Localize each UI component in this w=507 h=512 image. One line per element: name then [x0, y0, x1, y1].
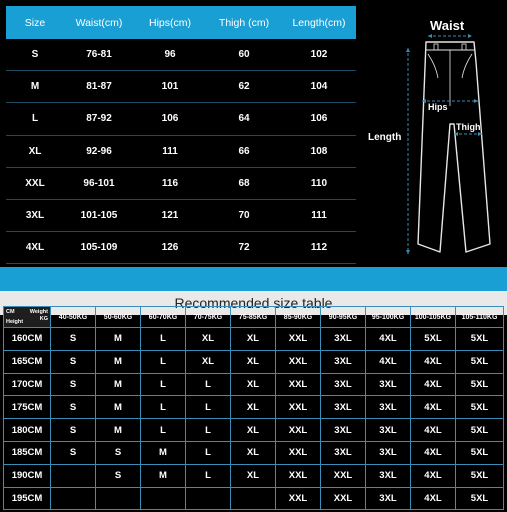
height-row [4, 328, 504, 351]
waist-label: Waist [430, 18, 465, 33]
size-cell-waist: 87-92 [86, 113, 112, 125]
size-cell: XXL [276, 328, 321, 351]
weight-header-cell: 100-105KG [411, 307, 456, 328]
height-cell: 165CM [4, 350, 51, 373]
size-cell: L [141, 328, 186, 351]
height-row [4, 441, 504, 464]
size-cell-size: XXL [25, 177, 45, 189]
size-cell-thigh: 72 [238, 242, 250, 254]
size-cell-waist: 81-87 [86, 81, 112, 93]
size-cell: S [51, 350, 96, 373]
size-cell: 5XL [456, 464, 504, 487]
corner-kg: KG [39, 316, 48, 322]
size-cell: XL [186, 328, 231, 351]
size-cell-length: 110 [310, 177, 328, 189]
size-cell: 5XL [456, 487, 504, 510]
size-cell-hips: 96 [164, 49, 176, 61]
size-cell-waist: 76-81 [86, 49, 112, 61]
size-cell: 4XL [411, 487, 456, 510]
size-cell: XXL [276, 419, 321, 442]
size-cell-length: 104 [310, 81, 328, 93]
size-cell: L [141, 419, 186, 442]
size-cell: S [51, 328, 96, 351]
size-cell: L [186, 441, 231, 464]
size-cell: XL [231, 328, 276, 351]
height-row [4, 396, 504, 419]
corner-cm: CM [6, 309, 15, 315]
header-waist: Waist(cm) [75, 16, 123, 29]
header-thigh: Thigh (cm) [218, 16, 270, 29]
size-cell: L [186, 396, 231, 419]
size-cell [141, 487, 186, 510]
size-cell-hips: 126 [161, 242, 179, 254]
weight-header-row [4, 307, 504, 328]
recommended-title: Recommended size table [0, 291, 507, 315]
size-cell: 5XL [456, 396, 504, 419]
header-length: Length(cm) [292, 16, 346, 29]
size-cell: 4XL [366, 350, 411, 373]
size-cell: 4XL [366, 328, 411, 351]
header-size: Size [24, 16, 46, 29]
size-cell: 3XL [366, 441, 411, 464]
size-cell: L [186, 464, 231, 487]
height-cell: 170CM [4, 373, 51, 396]
size-cell: S [51, 419, 96, 442]
size-cell [51, 464, 96, 487]
blue-banner [0, 267, 507, 291]
weight-header-cell: 40-50KG [51, 307, 96, 328]
size-cell [186, 487, 231, 510]
size-cell: 4XL [411, 350, 456, 373]
size-cell-size: XL [28, 145, 42, 157]
size-cell: L [186, 419, 231, 442]
corner-weight: Weight [29, 309, 48, 315]
size-chart-header [6, 6, 356, 39]
size-cell: 5XL [456, 328, 504, 351]
size-cell: XL [231, 419, 276, 442]
size-cell: M [96, 419, 141, 442]
size-cell: XXL [321, 464, 366, 487]
size-cell: XXL [276, 487, 321, 510]
height-row [4, 487, 504, 510]
size-cell: 3XL [321, 419, 366, 442]
size-cell: XXL [276, 396, 321, 419]
size-cell: 5XL [456, 373, 504, 396]
size-cell: 5XL [456, 441, 504, 464]
size-cell: 3XL [321, 441, 366, 464]
size-cell: S [96, 441, 141, 464]
size-cell-size: 4XL [25, 242, 45, 254]
size-cell: 3XL [366, 396, 411, 419]
size-cell: XXL [276, 464, 321, 487]
size-cell-size: 3XL [25, 210, 45, 222]
size-cell-thigh: 66 [238, 145, 250, 157]
size-cell: XXL [321, 487, 366, 510]
size-cell-hips: 101 [161, 81, 179, 93]
size-cell-length: 112 [310, 242, 328, 254]
height-cell: 175CM [4, 396, 51, 419]
height-cell: 190CM [4, 464, 51, 487]
size-cell: 5XL [456, 419, 504, 442]
weight-header-cell: 70-75KG [186, 307, 231, 328]
height-cell: 185CM [4, 441, 51, 464]
size-cell: M [96, 328, 141, 351]
size-cell-hips: 111 [162, 145, 178, 157]
size-cell-thigh: 60 [238, 49, 250, 61]
size-cell: S [51, 396, 96, 419]
height-row [4, 373, 504, 396]
size-cell: XL [231, 441, 276, 464]
size-cell-size: L [31, 113, 39, 125]
weight-header-cell: 90-95KG [321, 307, 366, 328]
size-cell: 3XL [321, 350, 366, 373]
size-cell-hips: 121 [161, 210, 179, 222]
size-cell-length: 108 [310, 145, 328, 157]
size-row [6, 103, 356, 135]
size-cell: M [96, 350, 141, 373]
size-cell-length: 106 [310, 113, 328, 125]
size-cell: 5XL [456, 350, 504, 373]
size-cell: XXL [276, 350, 321, 373]
size-cell-waist: 101-105 [80, 210, 118, 222]
size-cell: 4XL [411, 373, 456, 396]
size-cell: 3XL [321, 373, 366, 396]
size-cell: 3XL [366, 419, 411, 442]
size-cell: 3XL [366, 373, 411, 396]
thigh-label: Thigh [456, 122, 481, 132]
header-hips: Hips(cm) [149, 16, 191, 29]
height-cell: 180CM [4, 419, 51, 442]
size-cell-thigh: 70 [238, 210, 250, 222]
size-cell-hips: 116 [161, 177, 179, 189]
size-cell: 3XL [321, 328, 366, 351]
size-cell [96, 487, 141, 510]
size-cell: XL [231, 464, 276, 487]
size-cell: XL [231, 396, 276, 419]
weight-header-cell: 95-100KG [366, 307, 411, 328]
size-cell-waist: 105-109 [80, 242, 118, 254]
height-row [4, 419, 504, 442]
corner-cell [4, 307, 51, 328]
size-cell [51, 487, 96, 510]
size-cell: XXL [276, 441, 321, 464]
size-cell: S [51, 373, 96, 396]
size-cell-length: 111 [311, 210, 327, 222]
size-cell: 3XL [321, 396, 366, 419]
size-cell: S [51, 441, 96, 464]
size-cell: L [141, 373, 186, 396]
height-cell: 160CM [4, 328, 51, 351]
size-cell-thigh: 62 [238, 81, 250, 93]
corner-height: Height [6, 319, 24, 325]
size-cell: XXL [276, 373, 321, 396]
height-row [4, 350, 504, 373]
size-cell: 3XL [366, 487, 411, 510]
size-cell: 4XL [411, 396, 456, 419]
hips-label: Hips [428, 102, 448, 112]
size-cell: XL [186, 350, 231, 373]
size-cell: L [186, 373, 231, 396]
size-row [6, 136, 356, 168]
weight-header-cell: 60-70KG [141, 307, 186, 328]
pants-diagram [358, 6, 507, 266]
size-cell: 4XL [411, 419, 456, 442]
size-cell-thigh: 68 [238, 177, 250, 189]
size-cell-size: S [31, 49, 39, 61]
size-row [6, 200, 356, 232]
size-row [6, 39, 356, 71]
size-cell [231, 487, 276, 510]
size-cell: XL [231, 373, 276, 396]
size-cell-thigh: 64 [238, 113, 250, 125]
size-cell: M [141, 441, 186, 464]
height-cell: 195CM [4, 487, 51, 510]
recommended-size-table [3, 306, 503, 510]
size-chart [6, 6, 356, 297]
size-cell-waist: 96-101 [83, 177, 115, 189]
size-cell: S [96, 464, 141, 487]
size-cell: L [141, 350, 186, 373]
weight-header-cell: 50-60KG [96, 307, 141, 328]
size-row [6, 71, 356, 103]
size-cell: 3XL [366, 464, 411, 487]
size-cell-waist: 92-96 [86, 145, 112, 157]
size-cell: M [141, 464, 186, 487]
weight-header-cell: 105-110KG [456, 307, 504, 328]
size-cell-length: 102 [310, 49, 328, 61]
size-row [6, 232, 356, 264]
height-row [4, 464, 504, 487]
size-row [6, 168, 356, 200]
size-cell: 5XL [411, 328, 456, 351]
length-label: Length [368, 132, 402, 143]
size-cell: XL [231, 350, 276, 373]
size-cell: M [96, 396, 141, 419]
size-cell-size: M [30, 81, 40, 93]
size-cell-hips: 106 [161, 113, 179, 125]
size-cell: 4XL [411, 441, 456, 464]
size-cell: L [141, 396, 186, 419]
weight-header-cell: 75-85KG [231, 307, 276, 328]
weight-header-cell: 85-90KG [276, 307, 321, 328]
size-cell: M [96, 373, 141, 396]
size-cell: 4XL [411, 464, 456, 487]
